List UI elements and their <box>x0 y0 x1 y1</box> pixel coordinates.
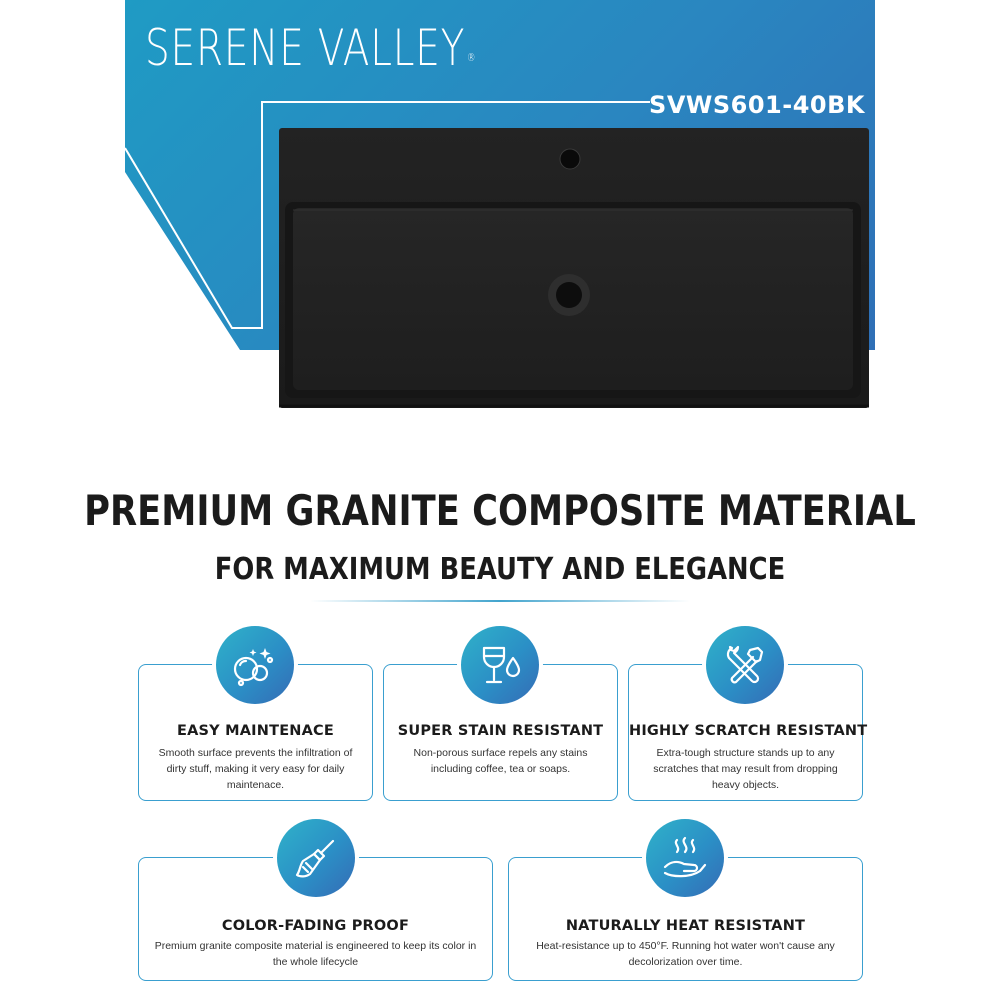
feature-title: COLOR-FADING PROOF <box>221 918 410 934</box>
feature-title: NATURALLY HEAT RESISTANT <box>565 918 806 934</box>
feature-description: Heat-resistance up to 450°F. Running hot water won't cause any decolorization over time. <box>536 940 835 968</box>
brand-logo <box>145 18 476 78</box>
heat-hand-icon <box>646 819 724 897</box>
feature-title: EASY MAINTENACE <box>177 723 334 739</box>
wine-glass-stain-icon <box>461 626 539 704</box>
feature-description: Premium granite composite material is engineered to keep its color in the whole lifecycle <box>154 940 477 968</box>
headline-divider <box>310 600 690 602</box>
cleaning-bubbles-icon <box>216 626 294 704</box>
feature-title: SUPER STAIN RESISTANT <box>397 723 604 739</box>
trademark-symbol: ® <box>466 51 477 64</box>
feature-description: Smooth surface prevents the infiltration of dirty stuff, making it very easy for daily maintenace. <box>158 747 353 791</box>
headline-subtitle: FOR MAXIMUM BEAUTY AND ELEGANCE <box>214 552 786 587</box>
tools-icon <box>706 626 784 704</box>
paint-brush-icon <box>277 819 355 897</box>
brand-name: SERENE VALLEY <box>145 19 466 77</box>
model-number: SVWS601-40BK <box>649 91 865 119</box>
feature-title: HIGHLY SCRATCH RESISTANT <box>629 723 868 739</box>
feature-description: Non-porous surface repels any stains including coffee, tea or soaps. <box>413 747 588 775</box>
feature-description: Extra-tough structure stands up to any scratches that may result from dropping heavy objects. <box>653 747 838 791</box>
headline-title: PREMIUM GRANITE COMPOSITE MATERIAL <box>84 486 916 535</box>
